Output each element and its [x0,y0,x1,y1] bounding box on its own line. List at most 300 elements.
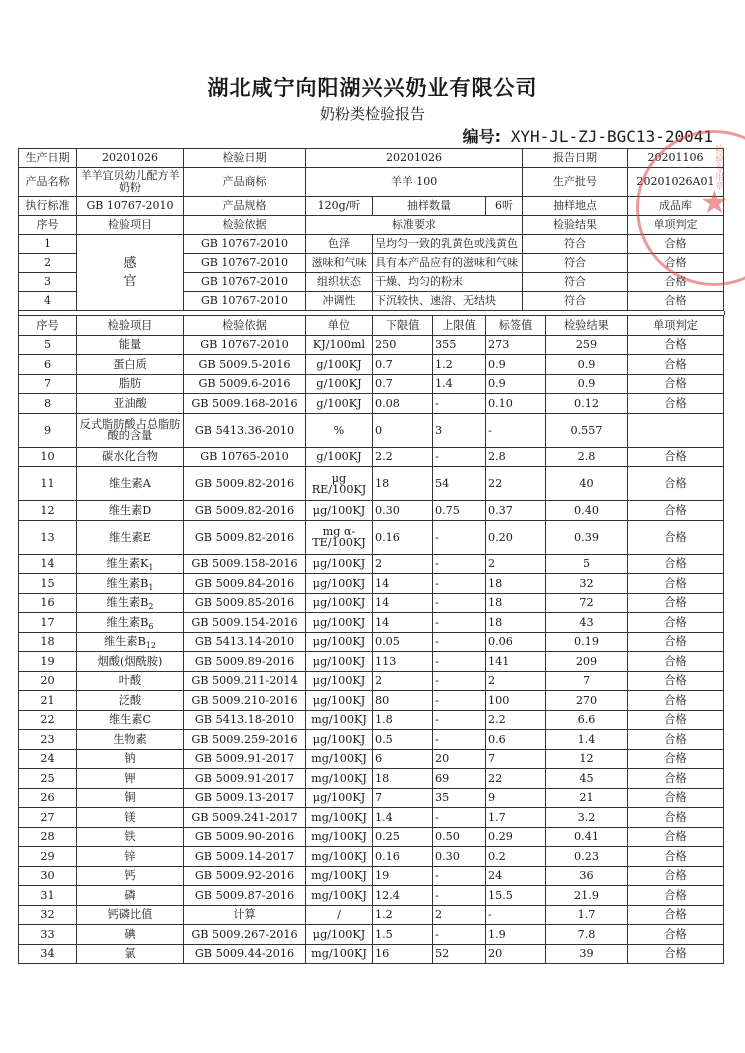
max-cell: 52 [433,944,486,964]
result-cell: 43 [546,613,628,633]
info-value: GB 10767-2010 [77,197,184,216]
max-cell: 355 [433,335,486,355]
basis-cell: GB 10767-2010 [184,235,306,254]
no-cell: 20 [19,671,77,691]
item-cell [77,632,184,652]
item-name: 维生素B [106,596,149,610]
result-cell: 符合 [523,254,628,273]
item-cell [77,925,184,945]
label-cell: 0.9 [486,374,546,394]
verdict-cell: 合格 [628,944,724,964]
no-cell: 32 [19,905,77,925]
no-cell: 16 [19,593,77,613]
unit-cell: KJ/100ml [306,335,373,355]
basis-cell: GB 5009.85-2016 [184,593,306,613]
no-cell: 10 [19,447,77,467]
item-name: 维生素A [109,477,151,490]
column-header: 序号 [19,316,77,336]
basis-cell: GB 5009.154-2016 [184,613,306,633]
item-name: 维生素D [108,503,152,517]
label-cell: - [486,413,546,447]
no-cell: 28 [19,827,77,847]
report-number [463,124,713,147]
verdict-cell: 合格 [628,866,724,886]
basis-cell: GB 5009.14-2017 [184,847,306,867]
max-cell: 3 [433,413,486,447]
verdict-cell: 合格 [628,613,724,633]
item-name: 维生素B [104,635,146,649]
min-cell: 0.05 [373,632,433,652]
min-cell: 0.7 [373,355,433,375]
min-cell: 250 [373,335,433,355]
table-row [19,769,724,789]
item-name: 泛酸 [118,693,142,707]
basis-cell: GB 5009.84-2016 [184,574,306,594]
item-cell [77,613,184,633]
result-cell: 7 [546,671,628,691]
attribute-cell: 冲调性 [306,292,373,311]
test-table [18,315,724,964]
no-cell: 22 [19,710,77,730]
min-cell: 14 [373,593,433,613]
max-cell: 0.30 [433,847,486,867]
item-cell [77,866,184,886]
min-cell: 1.4 [373,808,433,828]
basis-cell: GB 5009.82-2016 [184,520,306,554]
item-cell [77,394,184,414]
result-cell: 32 [546,574,628,594]
result-cell: 0.12 [546,394,628,414]
min-cell: 14 [373,574,433,594]
max-cell: 35 [433,788,486,808]
min-cell: 16 [373,944,433,964]
column-header: 序号 [19,216,77,235]
unit-cell: μg/100KJ [306,574,373,594]
verdict-cell: 合格 [628,847,724,867]
basis-cell: GB 5009.5-2016 [184,355,306,375]
item-subscript: 6 [148,621,154,631]
label-cell: 20 [486,944,546,964]
column-header: 检验项目 [77,316,184,336]
item-cell [77,691,184,711]
unit-cell: μg/100KJ [306,593,373,613]
requirement-cell: 呈均匀一致的乳黄色或浅黄色 [373,235,523,254]
no-cell: 5 [19,335,77,355]
max-cell: - [433,447,486,467]
basis-cell: GB 5009.259-2016 [184,730,306,750]
min-cell: 6 [373,749,433,769]
verdict-cell: 合格 [628,335,724,355]
min-cell: 1.5 [373,925,433,945]
item-name: 生物素 [113,732,147,746]
min-cell: 18 [373,769,433,789]
unit-cell: μg/100KJ [306,652,373,672]
label-cell: 1.7 [486,808,546,828]
label-cell: 273 [486,335,546,355]
label-cell: 0.29 [486,827,546,847]
item-name: 碳水化合物 [102,450,158,464]
min-cell: 18 [373,467,433,501]
attribute-cell: 色泽 [306,235,373,254]
basis-cell: GB 5009.89-2016 [184,652,306,672]
basis-cell: GB 5009.6-2016 [184,374,306,394]
info-label: 抽样数量 [373,197,486,216]
item-subscript: 2 [148,602,154,612]
item-name: 钙 [124,869,136,883]
attribute-cell: 滋味和气味 [306,254,373,273]
result-cell: 7.8 [546,925,628,945]
info-label: 执行标准 [19,197,77,216]
max-cell: - [433,520,486,554]
verdict-cell: 合格 [628,652,724,672]
label-cell: 2.2 [486,710,546,730]
basis-cell: GB 5009.158-2016 [184,554,306,574]
max-cell: - [433,710,486,730]
verdict-cell: 合格 [628,593,724,613]
label-cell: 22 [486,467,546,501]
info-value: 6听 [486,197,523,216]
max-cell: - [433,554,486,574]
min-cell: 0.16 [373,520,433,554]
item-cell [77,374,184,394]
item-name: 铜 [124,791,136,805]
report-number-value: XYH-JL-ZJ-BGC13-20041 [510,127,713,146]
table-row [19,652,724,672]
item-cell [77,671,184,691]
result-cell: 0.40 [546,501,628,521]
max-cell: - [433,886,486,906]
basis-cell: GB 5009.241-2017 [184,808,306,828]
result-cell: 符合 [523,292,628,311]
item-cell [77,749,184,769]
column-header: 检验结果 [546,316,628,336]
table-row [19,691,724,711]
label-cell: 9 [486,788,546,808]
unit-cell: μg/100KJ [306,730,373,750]
label-cell: 24 [486,866,546,886]
item-name: 烟酸(烟酰胺) [97,654,163,668]
verdict-cell: 合格 [628,730,724,750]
info-label: 生产批号 [523,168,628,197]
item-cell [77,827,184,847]
item-cell [77,788,184,808]
item-name: 维生素C [108,713,152,727]
unit-cell: mg/100KJ [306,866,373,886]
label-cell: 15.5 [486,886,546,906]
column-header: 检验结果 [523,216,628,235]
label-cell: 2.8 [486,447,546,467]
basis-cell: GB 5009.13-2017 [184,788,306,808]
result-cell: 0.19 [546,632,628,652]
verdict-cell: 合格 [628,808,724,828]
label-cell: 0.6 [486,730,546,750]
result-cell: 0.9 [546,374,628,394]
label-cell: 2 [486,671,546,691]
min-cell: 12.4 [373,886,433,906]
min-cell: 2 [373,671,433,691]
no-cell: 7 [19,374,77,394]
min-cell: 0.30 [373,501,433,521]
result-cell: 5 [546,554,628,574]
table-row [19,467,724,501]
label-cell: 18 [486,574,546,594]
unit-cell: mg/100KJ [306,886,373,906]
label-cell: 7 [486,749,546,769]
item-cell [77,847,184,867]
label-cell: 2 [486,554,546,574]
verdict-cell: 合格 [628,632,724,652]
item-name: 钾 [124,771,136,785]
label-cell: - [486,905,546,925]
no-cell: 12 [19,501,77,521]
verdict-cell: 合格 [628,467,724,501]
verdict-cell: 合格 [628,691,724,711]
verdict-cell: 合格 [628,574,724,594]
unit-cell: mg/100KJ [306,710,373,730]
max-cell: - [433,593,486,613]
no-cell: 17 [19,613,77,633]
label-cell: 18 [486,593,546,613]
verdict-cell: 合格 [628,554,724,574]
seal-text: 检验专用章 [713,145,723,190]
label-cell: 0.9 [486,355,546,375]
basis-cell: GB 5009.267-2016 [184,925,306,945]
result-cell: 6.6 [546,710,628,730]
verdict-cell: 合格 [628,254,724,273]
item-cell [77,905,184,925]
basis-cell: GB 5009.210-2016 [184,691,306,711]
info-table [18,148,724,311]
table-row [19,671,724,691]
no-cell: 14 [19,554,77,574]
verdict-cell: 合格 [628,355,724,375]
unit-cell: μg/100KJ [306,671,373,691]
result-cell: 1.7 [546,905,628,925]
unit-cell: mg/100KJ [306,749,373,769]
result-cell: 270 [546,691,628,711]
item-cell [77,574,184,594]
label-cell: 22 [486,769,546,789]
column-header: 单项判定 [628,316,724,336]
row-number: 4 [19,292,77,311]
max-cell: - [433,574,486,594]
verdict-cell: 合格 [628,394,724,414]
no-cell: 34 [19,944,77,964]
info-label: 抽样地点 [523,197,628,216]
column-header: 检验依据 [184,216,306,235]
unit-cell: mg/100KJ [306,769,373,789]
table-row [19,374,724,394]
verdict-cell: 合格 [628,447,724,467]
label-cell: 0.20 [486,520,546,554]
info-label: 产品商标 [184,168,306,197]
table-row [19,593,724,613]
min-cell: 0.5 [373,730,433,750]
max-cell: - [433,866,486,886]
item-name: 碘 [124,927,136,941]
unit-cell: / [306,905,373,925]
verdict-cell: 合格 [628,710,724,730]
max-cell: 1.2 [433,355,486,375]
item-name: 维生素B [106,576,149,590]
min-cell: 0.08 [373,394,433,414]
table-row [19,730,724,750]
item-cell [77,335,184,355]
item-name: 反式脂肪酸占总脂肪酸的含量 [79,418,181,442]
item-name: 钙磷比值 [107,908,153,922]
basis-cell: GB 5009.44-2016 [184,944,306,964]
info-label: 产品名称 [19,168,77,197]
basis-cell: GB 5009.91-2017 [184,769,306,789]
unit-cell: μg RE/100KJ [306,467,373,501]
no-cell: 11 [19,467,77,501]
label-cell: 0.06 [486,632,546,652]
verdict-cell: 合格 [628,925,724,945]
table-row [19,886,724,906]
max-cell: 54 [433,467,486,501]
item-subscript: 1 [148,563,154,573]
verdict-cell: 合格 [628,886,724,906]
column-header: 单位 [306,316,373,336]
unit-cell: μg/100KJ [306,554,373,574]
item-name: 镁 [124,810,136,824]
result-cell: 2.8 [546,447,628,467]
item-name: 铁 [124,830,136,844]
result-cell: 符合 [523,273,628,292]
item-name: 亚油酸 [113,396,147,410]
row-number: 3 [19,273,77,292]
info-value: 羊羊宜贝幼儿配方羊奶粉 [77,168,184,197]
requirement-cell: 具有本产品应有的滋味和气味 [373,254,523,273]
item-cell [77,808,184,828]
label-cell: 0.2 [486,847,546,867]
no-cell: 30 [19,866,77,886]
basis-cell: GB 5009.92-2016 [184,866,306,886]
result-cell: 72 [546,593,628,613]
max-cell: - [433,691,486,711]
column-header: 下限值 [373,316,433,336]
basis-cell: GB 5413.14-2010 [184,632,306,652]
table-row [19,710,724,730]
column-header: 检验依据 [184,316,306,336]
table-row [19,808,724,828]
item-cell [77,467,184,501]
table-row [19,613,724,633]
min-cell: 80 [373,691,433,711]
item-name: 磷 [124,888,136,902]
item-cell [77,520,184,554]
unit-cell: mg/100KJ [306,847,373,867]
no-cell: 9 [19,413,77,447]
info-label: 报告日期 [523,149,628,168]
max-cell: - [433,730,486,750]
max-cell: - [433,394,486,414]
result-cell: 39 [546,944,628,964]
min-cell: 19 [373,866,433,886]
basis-cell: GB 5009.82-2016 [184,467,306,501]
item-cell [77,769,184,789]
max-cell: - [433,613,486,633]
table-row [19,847,724,867]
group-char: 官 [123,273,137,289]
unit-cell: mg/100KJ [306,827,373,847]
basis-cell: GB 10767-2010 [184,292,306,311]
result-cell: 3.2 [546,808,628,828]
result-cell: 12 [546,749,628,769]
min-cell: 0.7 [373,374,433,394]
info-value: 羊羊 100 [306,168,523,197]
item-name: 维生素K [106,557,149,571]
basis-cell: GB 5009.82-2016 [184,501,306,521]
item-name: 锌 [124,849,136,863]
verdict-cell [628,413,724,447]
min-cell: 2.2 [373,447,433,467]
info-value: 120g/听 [306,197,373,216]
table-row [19,554,724,574]
table-row [19,501,724,521]
verdict-cell: 合格 [628,292,724,311]
unit-cell: g/100KJ [306,447,373,467]
min-cell: 7 [373,788,433,808]
verdict-cell: 合格 [628,905,724,925]
item-cell [77,886,184,906]
column-header: 单项判定 [628,216,724,235]
table-row [19,925,724,945]
min-cell: 0 [373,413,433,447]
basis-cell: GB 10767-2010 [184,273,306,292]
unit-cell: μg/100KJ [306,632,373,652]
attribute-cell: 组织状态 [306,273,373,292]
verdict-cell: 合格 [628,501,724,521]
info-label: 生产日期 [19,149,77,168]
company-title: 湖北咸宁向阳湖兴兴奶业有限公司 [207,75,538,100]
info-value: 20201026A01 [628,168,724,197]
column-header: 标准要求 [306,216,523,235]
min-cell: 0.16 [373,847,433,867]
row-number: 1 [19,235,77,254]
basis-cell: GB 10765-2010 [184,447,306,467]
table-row [19,355,724,375]
verdict-cell: 合格 [628,827,724,847]
table-row [19,749,724,769]
result-cell: 259 [546,335,628,355]
item-name: 维生素B [106,615,149,629]
label-cell: 0.37 [486,501,546,521]
result-cell: 0.41 [546,827,628,847]
min-cell: 1.2 [373,905,433,925]
table-row [19,394,724,414]
sensory-group-label [77,235,184,311]
item-name: 叶酸 [118,674,142,688]
item-name: 脂肪 [118,377,142,391]
group-char: 感 [123,255,137,271]
basis-cell: GB 5009.211-2014 [184,671,306,691]
item-name: 钠 [124,752,136,766]
max-cell: 1.4 [433,374,486,394]
item-cell [77,413,184,447]
unit-cell: μg/100KJ [306,691,373,711]
result-cell: 0.557 [546,413,628,447]
item-name: 能量 [118,338,142,352]
no-cell: 27 [19,808,77,828]
table-row [19,447,724,467]
info-value: 20201026 [77,149,184,168]
no-cell: 33 [19,925,77,945]
no-cell: 15 [19,574,77,594]
table-row [19,827,724,847]
min-cell: 2 [373,554,433,574]
unit-cell: μg/100KJ [306,788,373,808]
